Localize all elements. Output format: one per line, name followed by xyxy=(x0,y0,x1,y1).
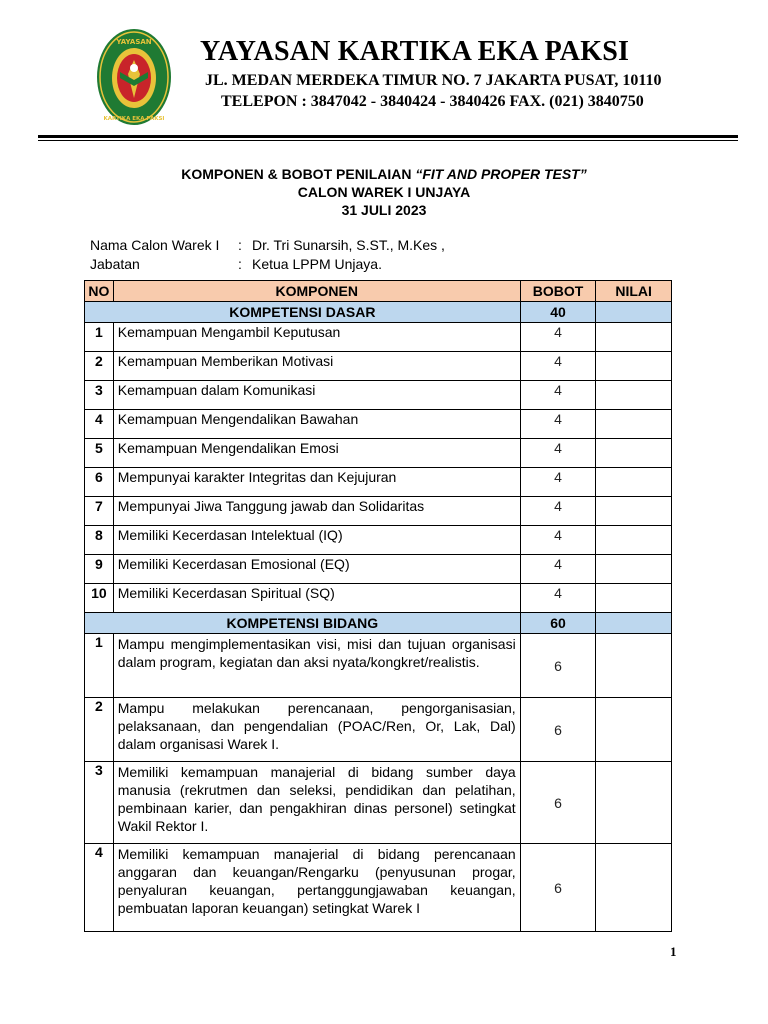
logo-text-bottom: KARTIKA EKA PAKSI xyxy=(103,116,165,122)
row-nilai-cell[interactable] xyxy=(596,410,672,439)
table-row xyxy=(85,844,672,932)
document-title xyxy=(84,165,684,219)
row-bobot: 6 xyxy=(520,634,596,698)
title-line-2: CALON WAREK I UNJAYA xyxy=(297,184,471,200)
row-number: 2 xyxy=(85,698,114,762)
organization-name: YAYASAN KARTIKA EKA PAKSI xyxy=(200,36,630,67)
table-row xyxy=(85,381,672,410)
section-bobot: 40 xyxy=(520,302,596,323)
row-number: 9 xyxy=(85,555,114,584)
row-nilai-cell[interactable] xyxy=(596,584,672,613)
section-nilai xyxy=(596,302,672,323)
header-no: NO xyxy=(85,281,114,302)
row-number: 3 xyxy=(85,762,114,844)
row-komponen: Mempunyai karakter Integritas dan Kejujuran xyxy=(113,468,520,497)
row-nilai-cell[interactable] xyxy=(596,555,672,584)
row-nilai-cell[interactable] xyxy=(596,698,672,762)
section-label: KOMPETENSI DASAR xyxy=(85,302,521,323)
row-number: 4 xyxy=(85,410,114,439)
row-bobot: 6 xyxy=(520,698,596,762)
foundation-logo xyxy=(96,28,172,126)
table-row xyxy=(85,497,672,526)
letterhead-divider xyxy=(38,135,738,138)
row-nilai-cell[interactable] xyxy=(596,762,672,844)
row-komponen: Memiliki Kecerdasan Intelektual (IQ) xyxy=(113,526,520,555)
logo-text-top: YAYASAN xyxy=(116,38,152,46)
row-komponen: Kemampuan Mengendalikan Emosi xyxy=(113,439,520,468)
row-nilai-cell[interactable] xyxy=(596,439,672,468)
position-value: Ketua LPPM Unjaya. xyxy=(252,256,382,272)
header-nilai: NILAI xyxy=(596,281,672,302)
row-nilai-cell[interactable] xyxy=(596,526,672,555)
row-number: 3 xyxy=(85,381,114,410)
row-bobot: 4 xyxy=(520,381,596,410)
name-label: Nama Calon Warek I xyxy=(90,237,220,253)
row-bobot: 6 xyxy=(520,844,596,932)
organization-phone: TELEPON : 3847042 - 3840424 - 3840426 FAX. (021) 3840750 xyxy=(221,93,644,110)
row-komponen: Mampu mengimplementasikan visi, misi dan tujuan organisasi dalam program, kegiatan dan aksi nyata/kongkret/realistis. xyxy=(113,634,520,698)
row-number: 2 xyxy=(85,352,114,381)
table-row xyxy=(85,762,672,844)
section-nilai xyxy=(596,613,672,634)
position-colon: : xyxy=(238,256,242,272)
organization-address: JL. MEDAN MERDEKA TIMUR NO. 7 JAKARTA PUSAT, 10110 xyxy=(205,72,662,89)
row-nilai-cell[interactable] xyxy=(596,497,672,526)
table-row xyxy=(85,352,672,381)
row-komponen: Memiliki Kecerdasan Emosional (EQ) xyxy=(113,555,520,584)
row-number: 6 xyxy=(85,468,114,497)
section-bobot: 60 xyxy=(520,613,596,634)
table-row xyxy=(85,555,672,584)
title-line-1 xyxy=(84,165,684,183)
candidate-position-row xyxy=(90,255,445,274)
row-komponen: Memiliki kemampuan manajerial di bidang sumber daya manusia (rekrutmen dan seleksi, pendidikan dan pelatihan, pembinaan karier, dan pengakhiran dinas personel) setingkat Wakil Rektor I. xyxy=(113,762,520,844)
row-bobot: 4 xyxy=(520,526,596,555)
section-row-kompetensi-bidang xyxy=(85,613,672,634)
row-bobot: 4 xyxy=(520,352,596,381)
row-nilai-cell[interactable] xyxy=(596,844,672,932)
row-number: 4 xyxy=(85,844,114,932)
row-number: 5 xyxy=(85,439,114,468)
letterhead-divider-thin xyxy=(38,140,738,141)
row-komponen: Kemampuan Memberikan Motivasi xyxy=(113,352,520,381)
title-date: 31 JULI 2023 xyxy=(341,202,427,218)
row-bobot: 4 xyxy=(520,584,596,613)
row-bobot: 6 xyxy=(520,762,596,844)
row-komponen: Kemampuan Mengambil Keputusan xyxy=(113,323,520,352)
table-row xyxy=(85,698,672,762)
table-row xyxy=(85,323,672,352)
row-nilai-cell[interactable] xyxy=(596,381,672,410)
candidate-info xyxy=(90,236,445,274)
candidate-name-row xyxy=(90,236,445,255)
position-label: Jabatan xyxy=(90,256,140,272)
section-label: KOMPETENSI BIDANG xyxy=(85,613,521,634)
row-komponen: Memiliki Kecerdasan Spiritual (SQ) xyxy=(113,584,520,613)
table-row xyxy=(85,526,672,555)
title-prefix: KOMPONEN & BOBOT PENILAIAN xyxy=(181,166,416,182)
table-row xyxy=(85,410,672,439)
row-number: 8 xyxy=(85,526,114,555)
row-bobot: 4 xyxy=(520,323,596,352)
row-bobot: 4 xyxy=(520,439,596,468)
name-value: Dr. Tri Sunarsih, S.ST., M.Kes , xyxy=(252,237,445,253)
table-row xyxy=(85,584,672,613)
row-bobot: 4 xyxy=(520,497,596,526)
row-komponen: Mampu melakukan perencanaan, pengorganisasian, pelaksanaan, dan pengendalian (POAC/Ren, Or, Lak, Dal) dalam organisasi Warek I. xyxy=(113,698,520,762)
table-header-row xyxy=(85,281,672,302)
row-bobot: 4 xyxy=(520,468,596,497)
row-number: 1 xyxy=(85,323,114,352)
row-komponen: Kemampuan dalam Komunikasi xyxy=(113,381,520,410)
table-row xyxy=(85,634,672,698)
row-bobot: 4 xyxy=(520,555,596,584)
header-komponen: KOMPONEN xyxy=(113,281,520,302)
row-bobot: 4 xyxy=(520,410,596,439)
name-colon: : xyxy=(238,237,242,253)
row-nilai-cell[interactable] xyxy=(596,634,672,698)
table-row xyxy=(85,439,672,468)
page-number: 1 xyxy=(670,944,677,959)
table-row xyxy=(85,468,672,497)
row-nilai-cell[interactable] xyxy=(596,468,672,497)
scoring-table xyxy=(84,280,672,932)
row-number: 7 xyxy=(85,497,114,526)
header-bobot: BOBOT xyxy=(520,281,596,302)
row-komponen: Memiliki kemampuan manajerial di bidang perencanaan anggaran dan keuangan/Rengarku (penyusunan progar, penyaluran keuangan, pertanggungjawaban keuangan, pembuatan laporan keuangan) setingkat Warek I xyxy=(113,844,520,932)
row-komponen: Kemampuan Mengendalikan Bawahan xyxy=(113,410,520,439)
row-number: 1 xyxy=(85,634,114,698)
section-row-kompetensi-dasar xyxy=(85,302,672,323)
title-italic: “FIT AND PROPER TEST” xyxy=(415,166,587,182)
row-nilai-cell[interactable] xyxy=(596,323,672,352)
row-komponen: Mempunyai Jiwa Tanggung jawab dan Solidaritas xyxy=(113,497,520,526)
row-nilai-cell[interactable] xyxy=(596,352,672,381)
row-number: 10 xyxy=(85,584,114,613)
